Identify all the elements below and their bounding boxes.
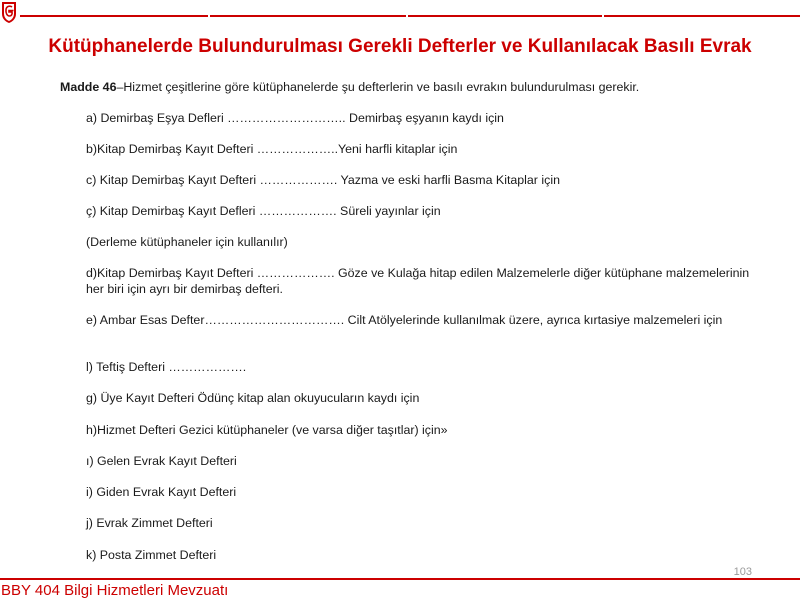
list-item: g) Üye Kayıt Defteri Ödünç kitap alan okuyucuların kaydı için [86,391,420,405]
list-item: l) Teftiş Defteri ………………. [86,360,247,374]
footer-divider [0,578,800,580]
article-text: –Hizmet çeşitlerine göre kütüphanelerde şu defterlerin ve basılı evrakın bulundurulması gerekir. [116,80,640,94]
header-divider-segment [20,15,208,17]
list-item: (Derleme kütüphaneler için kullanılır) [86,235,288,249]
article-number: Madde 46 [60,80,117,94]
list-item: a) Demirbaş Eşya Defleri ……………………….. Demirbaş eşyanın kaydı için [86,111,504,125]
list-item: e) Ambar Esas Defter……………………………. Cilt Atölyelerinde kullanılmak üzere, ayrıca kırtasiye malzemeleri için [86,313,723,327]
slide-title: Kütüphanelerde Bulundurulması Gerekli Defterler ve Kullanılacak Basılı Evrak [48,36,752,57]
list-item: c) Kitap Demirbaş Kayıt Defteri ………………. Yazma ve eski harfli Basma Kitaplar için [86,173,560,187]
list-item: j) Evrak Zimmet Defteri [86,516,213,530]
page-number: 103 [733,566,752,578]
header-divider-segment [604,15,800,17]
university-emblem-icon [1,1,17,24]
header-divider-segment [210,15,406,17]
header-divider-segment [408,15,602,17]
list-item: d)Kitap Demirbaş Kayıt Defteri ………………. Göze ve Kulağa hitap edilen Malzemelerle diğer kütüphane malzemelerinin her biri için ayrı bir demirbaş defteri. [86,266,750,296]
list-item: ı) Gelen Evrak Kayıt Defteri [86,454,237,468]
list-item: i) Giden Evrak Kayıt Defteri [86,485,237,499]
list-item: ç) Kitap Demirbaş Kayıt Defleri ………………. Süreli yayınlar için [86,204,441,218]
course-footer: BBY 404 Bilgi Hizmetleri Mevzuatı [1,582,229,599]
list-item: b)Kitap Demirbaş Kayıt Defteri ………………..Yeni harfli kitaplar için [86,142,458,156]
list-item: k) Posta Zimmet Defteri [86,548,217,562]
article-intro [60,80,780,95]
list-item: h)Hizmet Defteri Gezici kütüphaneler (ve varsa diğer taşıtlar) için» [86,423,448,437]
